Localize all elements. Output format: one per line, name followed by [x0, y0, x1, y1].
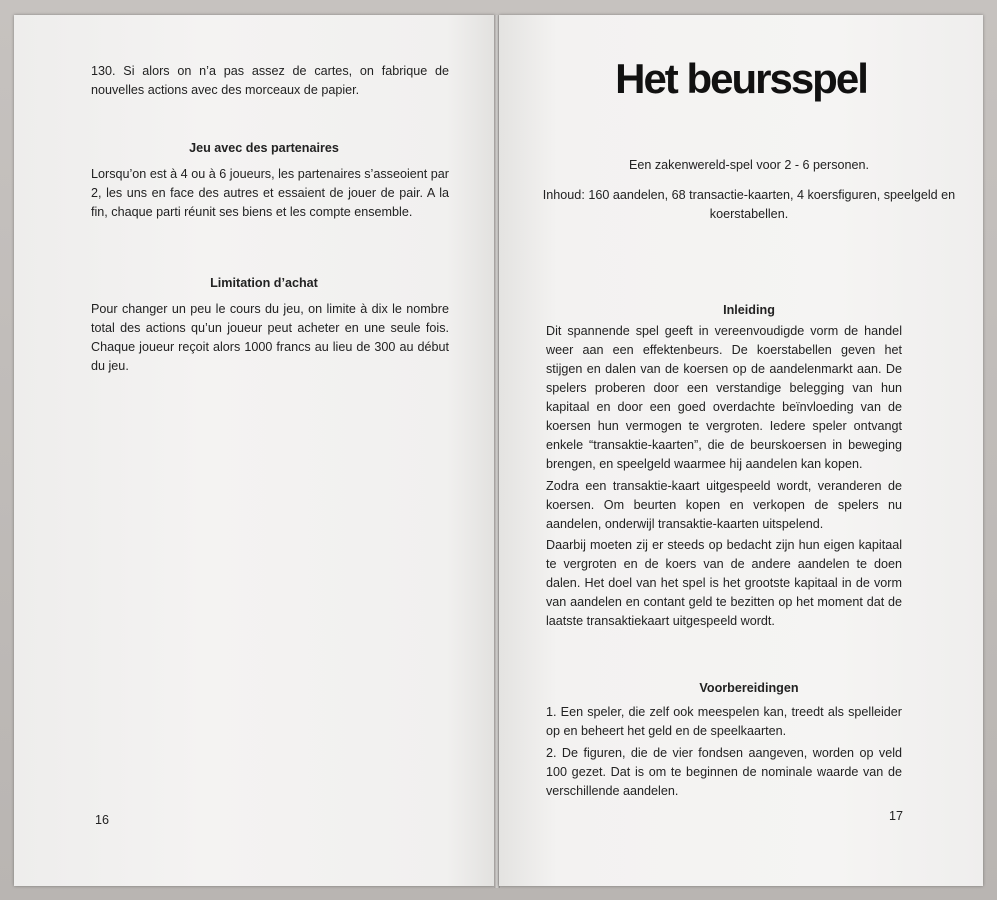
- left-page-number: 16: [95, 813, 110, 827]
- subtitle: Een zakenwereld-spel voor 2 - 6 personen.: [628, 158, 870, 172]
- list-item-1: 1. Een speler, die zelf ook meespelen kan, treedt als spelleider op en beheert het geld en de speelkaarten.: [546, 705, 902, 738]
- left-section-heading-partenaires: Jeu avec des partenaires: [189, 141, 339, 155]
- contents-line: Inhoud: 160 aandelen, 68 transactie-kaarten, 4 koersfiguren, speelgeld en koerstabellen.: [542, 188, 956, 221]
- left-section-heading-limitation: Limitation d’achat: [210, 276, 318, 290]
- left-intro-paragraph: 130. Si alors on n’a pas assez de cartes, on fabrique de nouvelles actions avec des morceaux de papier.: [91, 64, 449, 97]
- left-section-text-limitation: Pour changer un peu le cours du jeu, on limite à dix le nombre total des actions qu’un joueur peut acheter en une seule fois. Chaque joueur reçoit alors 1000 francs au lieu de 300 au début du jeu.: [91, 302, 449, 373]
- paragraph-inleiding-1: Dit spannende spel geeft in vereenvoudigde vorm de handel weer aan een effektenbeurs. De koerstabellen geven het stijgen en dalen van de koersen op de aandelenmarkt aan. De spelers proberen door een verstandige belegging van hun kapitaal en door een goed overdachte beïnvloeding van de koersen hun vermogen te vergroten. Iedere speler ontvangt enkele “transaktie-kaarten”, die de beurskoersen in beweging brengen, en speelgeld waarmee hij aandelen kan kopen.: [546, 324, 902, 471]
- right-page-number: 17: [889, 809, 904, 823]
- right-page: [499, 15, 983, 886]
- paragraph-inleiding-3: Daarbij moeten zij er steeds op bedacht zijn hun eigen kapitaal te vergroten en de koers van de andere aandelen te doen dalen. Het doel van het spel is het grootste kapitaal in de vorm van aandelen en contant geld te bezitten op het moment dat de laatste transaktiekaart uitgespeeld wordt.: [546, 538, 902, 628]
- left-section-text-partenaires: Lorsqu’on est à 4 ou à 6 joueurs, les partenaires s’asseoient par 2, les uns en face des autres et essaient de jouer de pair. A la fin, chaque parti réunit ses biens et les compte ensemble.: [91, 167, 449, 219]
- page-title: Het beursspel: [615, 55, 867, 102]
- section-heading-inleiding: Inleiding: [723, 303, 775, 317]
- list-item-2: 2. De figuren, die de vier fondsen aangeven, worden op veld 100 gezet. Dat is om te beginnen de nominale waarde van de verschillende aandelen.: [546, 746, 902, 798]
- left-page: [14, 15, 495, 886]
- section-heading-voorbereidingen: Voorbereidingen: [699, 681, 799, 695]
- paragraph-inleiding-2: Zodra een transaktie-kaart uitgespeeld wordt, veranderen de koersen. Om beurten kopen en verkopen de spelers nu aandelen, onderwijl transaktie-kaarten uitspelend.: [546, 479, 902, 531]
